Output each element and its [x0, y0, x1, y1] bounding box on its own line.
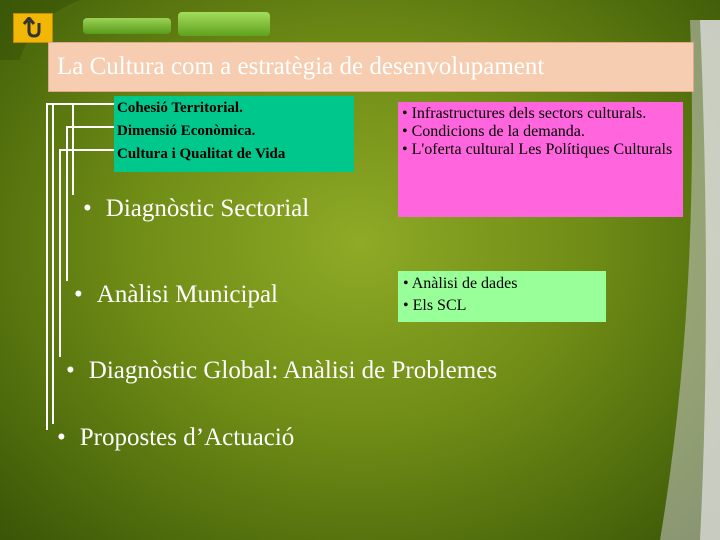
teal-box-line: Cultura i Qualitat de Vida — [117, 146, 286, 162]
mint-box-line: • Els SCL — [403, 297, 467, 314]
bullet-global-diagnosis — [66, 357, 497, 385]
pink-box-line: • Condicions de la demanda. — [402, 123, 585, 140]
bullet-dot: • — [83, 195, 92, 222]
territorial-dimensions-box — [114, 96, 354, 172]
slide-title: La Cultura com a estratègia de desenvolupament — [57, 53, 545, 80]
teal-box-line: Cohesió Territorial. — [117, 100, 243, 116]
slide-title-bar — [48, 42, 694, 92]
bullet-dot: • — [66, 357, 75, 384]
bullet-dot: • — [57, 424, 66, 451]
bullet-text: Diagnòstic Global: Anàlisi de Problemes — [88, 357, 498, 384]
sector-details-box — [398, 102, 683, 217]
bullet-text: Propostes d’Actuació — [79, 424, 295, 451]
nav-tab-1[interactable] — [83, 18, 171, 34]
municipal-details-box — [398, 271, 606, 322]
bullet-text: Anàlisi Municipal — [96, 281, 278, 308]
nav-tab-2[interactable] — [178, 12, 270, 36]
pink-box-line: • L'oferta cultural Les Polítiques Culturals — [402, 141, 673, 158]
mint-box-line: • Anàlisi de dades — [403, 275, 518, 292]
pink-box-line: • Infrastructures dels sectors culturals. — [402, 105, 647, 122]
home-button[interactable] — [13, 13, 53, 43]
bullet-text: Diagnòstic Sectorial — [105, 195, 310, 222]
teal-box-line: Dimensió Econòmica. — [117, 123, 256, 139]
bullet-dot: • — [74, 281, 83, 308]
bullet-municipal-analysis — [74, 281, 278, 309]
return-arrow-icon — [21, 17, 45, 39]
bullet-sectoral-diagnosis — [83, 195, 309, 223]
bullet-action-proposals — [57, 424, 294, 452]
